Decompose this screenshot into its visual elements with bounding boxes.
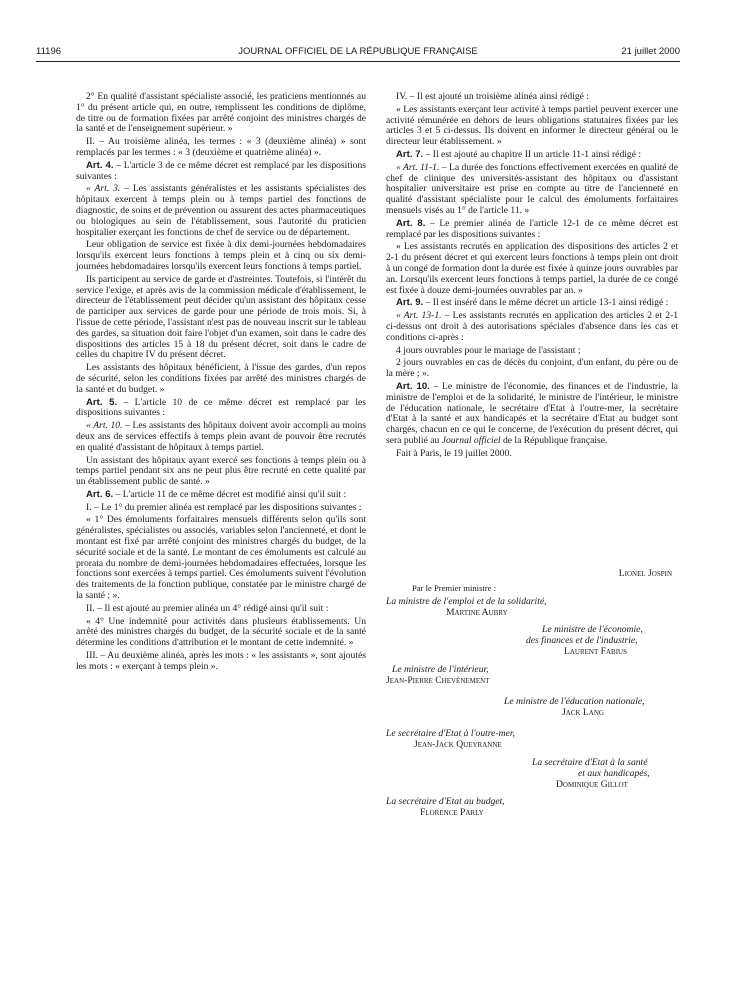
article-6 <box>76 490 366 501</box>
signatory-title: La secrétaire d'Etat à la santé <box>532 757 648 768</box>
article-9 <box>386 298 678 309</box>
signatory-name: Florence Parly <box>420 807 484 818</box>
article-text: – Le premier alinéa de l'article 12-1 de ce même décret est remplacé par les dispositions suivantes : <box>386 217 678 240</box>
paragraph: Leur obligation de service est fixée à dix demi-journées hebdomadaires lorsqu'ils exercent leurs fonctions à temps plein et à cinq ou six demi-journées hebdomadaires lorsqu'ils exercent leurs fonctions à temps partiel. <box>76 239 366 272</box>
paragraph: « Les assistants exerçant leur activité à temps partiel peuvent exercer une activité rémunérée en dehors de leurs obligations statutaires fixées par les articles 3 et 5 ci-dessus. Ils doivent en informer le directeur général ou le directeur leur établissement. » <box>386 103 678 148</box>
article-text: – Le ministre de l'économie, des finances et de l'industrie, la ministre de l'emploi et de la solidarité, le ministre de l'intérieur, le ministre de l'éducation nationale, le secrétaire d'Etat à l'outre-mer, la secrétaire d'Etat à la santé et aux handicapés et la secrétaire d'Etat au budget sont chargés, chacun en ce qui le concerne, de l'exécution du présent décret, qui sera publié au <box>386 380 678 446</box>
header-rule <box>36 61 680 62</box>
signatory-name: Jack Lang <box>562 707 604 718</box>
signature-block <box>386 596 678 618</box>
signature-block <box>386 757 678 790</box>
quoted-article-label: « Art. 13-1. <box>396 310 442 322</box>
paragraph: II. – Au troisième alinéa, les termes : « 3 (deuxième alinéa) » sont remplacés par les termes : « 3 (deuxième et quatrième alinéa) ». <box>76 136 366 158</box>
paragraph: « Les assistants recrutés en application des dispositions des articles 2 et 2-1 du présent décret et qui exercent leurs fonctions à temps plein ont droit à un congé de formation dont la durée est fixée à quinze jours ouvrables par an. Lorsqu'ils exercent leurs fonctions à temps partiel, la durée de ce congé est fixée à douze demi-journées ouvrables par an. » <box>386 241 678 296</box>
page-number: 11196 <box>36 46 62 57</box>
signatory-name: Lionel Jospin <box>618 568 672 579</box>
quoted-article-label: « Art. 11-1. <box>396 161 440 173</box>
article-text: – L'article 11 de ce même décret est modifié ainsi qu'il suit : <box>113 488 347 500</box>
signatory-title: Le secrétaire d'Etat à l'outre-mer, <box>386 728 515 739</box>
signatory-name: Dominique Gillot <box>556 779 628 790</box>
article-8 <box>386 219 678 241</box>
quoted-article-label: « Art. 10. <box>86 420 123 432</box>
signatory-name: Martine Aubry <box>446 607 508 618</box>
signature-block <box>386 728 678 750</box>
signature-block <box>386 664 678 686</box>
article-label: Art. 7. <box>396 148 424 160</box>
article-label: Art. 9. <box>396 297 424 309</box>
paragraph: III. – Au deuxième alinéa, après les mots : « les assistants », sont ajoutés les mots : « exerçant à temps plein ». <box>76 650 366 672</box>
signature-block <box>386 796 678 818</box>
publication-date: 21 juillet 2000 <box>621 46 680 57</box>
right-column <box>386 92 678 462</box>
paragraph <box>76 421 366 453</box>
article-text-end: de la République française. <box>500 434 608 446</box>
signature-block <box>386 624 678 657</box>
quoted-article-text: – La durée des fonctions effectivement exercées en qualité de chef de clinique des universités-assistant des hôpitaux ou d'assistant hospitalier universitaire est prise en compte au titre de l'ancienneté en qualité d'assistant spécialiste pour le calcul des émoluments forfaitaires mensuels visés au 1° de l'article 11. » <box>386 161 678 216</box>
signature-intro: Par le Premier ministre : <box>412 583 497 593</box>
paragraph: I. – Le 1° du premier alinéa est remplacé par les dispositions suivantes : <box>86 501 362 513</box>
paragraph: 4 jours ouvrables pour le mariage de l'assistant ; <box>396 344 581 356</box>
journal-reference: Journal officiel <box>441 434 501 446</box>
quoted-article-text: – Les assistants recrutés en application des articles 2 et 2-1 ci-dessus ont droit à des autorisations spéciales d'absence dans les cas et conditions ci-après : <box>386 310 679 343</box>
paragraph <box>386 311 678 343</box>
signatory-title: La secrétaire d'Etat au budget, <box>386 796 505 807</box>
signatory-title: et aux handicapés, <box>578 768 650 779</box>
signatory-title: des finances et de l'industrie, <box>526 635 638 646</box>
signatory-title: Le ministre de l'économie, <box>542 624 643 635</box>
signatures <box>386 568 678 594</box>
article-label: Art. 8. <box>396 217 426 229</box>
paragraph: 2 jours ouvrables en cas de décès du conjoint, d'un enfant, du père ou de la mère ; ». <box>386 357 678 380</box>
article-7 <box>386 150 678 161</box>
paragraph: Ils participent au service de garde et d'astreintes. Toutefois, si l'intérêt du service l'exige, et après avis de la commission médicale d'établissement, le directeur de l'établissement peut décider qu'un assistant des hôpitaux cesse de participer aux services de garde pour une période de trois mois. Si, à l'issue de cette période, l'assistant n'est pas de nouveau inscrit sur le tableau des gardes, sa situation doit faire l'objet d'un examen, soit dans le cadre des dispositions des articles 15 à 18 du présent décret, soit dans le cadre de celles du chapitre IV du présent décret. <box>76 273 366 361</box>
signatory-name: Jean-Jack Queyranne <box>414 739 502 750</box>
article-4 <box>76 161 366 183</box>
page-header <box>36 46 680 60</box>
quoted-article-label: « Art. 3. <box>86 183 121 195</box>
paragraph: « 4° Une indemnité pour activités dans plusieurs établissements. Un arrêté des ministres chargés du budget, de la sécurité sociale et de la santé détermine les conditions d'attribution et le montant de cette indemnité. » <box>76 615 366 649</box>
journal-title: JOURNAL OFFICIEL DE LA RÉPUBLIQUE FRANÇAISE <box>238 46 478 57</box>
done-at: Fait à Paris, le 19 juillet 2000. <box>396 447 512 459</box>
paragraph: 2° En qualité d'assistant spécialiste associé, les praticiens mentionnés au 1° du présent article qui, en outre, remplissent les conditions de diplôme, de titre ou de formation fixées par arrêté conjoint des ministres chargés de la santé et de l'enseignement supérieur. » <box>76 91 366 135</box>
signature-block <box>386 696 678 718</box>
article-text: – Il est inséré dans le même décret un article 13-1 ainsi rédigé : <box>423 297 669 309</box>
signatory-title: Le ministre de l'éducation nationale, <box>504 696 645 707</box>
article-10 <box>386 382 678 447</box>
article-5 <box>76 398 366 420</box>
quoted-article-text: – Les assistants des hôpitaux doivent avoir accompli au moins deux ans de services effectifs à temps plein avant de pouvoir être recrutés en qualité d'assistant de hôpitaux à temps partiel. <box>76 420 366 453</box>
article-text: – L'article 10 de ce même décret est remplacé par les dispositions suivantes : <box>76 396 366 419</box>
paragraph: Un assistant des hôpitaux ayant exercé ses fonctions à temps plein ou à temps partiel pendant six ans ne peut plus être recruté en cette qualité par un établissement public de santé. » <box>76 454 366 488</box>
signatory-name: Laurent Fabius <box>564 646 627 657</box>
paragraph: II. – Il est ajouté au premier alinéa un 4° rédigé ainsi qu'il suit : <box>86 602 329 614</box>
article-label: Art. 4. <box>86 159 114 171</box>
paragraph <box>76 184 366 238</box>
quoted-article-text: – Les assistants généralistes et les assistants spécialistes des hôpitaux exercent à temps plein ou à temps partiel des fonctions de diagnostic, de soins et de prévention ou assurent des actes pharmaceutiques ou biologiques au sein de l'établissement, sous l'autorité du praticien hospitalier exerçant les fonctions de chef de service ou de département. <box>76 183 366 238</box>
article-label: Art. 6. <box>86 488 114 500</box>
article-text: – Il est ajouté au chapitre II un article 11-1 ainsi rédigé : <box>423 148 642 160</box>
paragraph: IV. – Il est ajouté un troisième alinéa ainsi rédigé : <box>396 91 589 102</box>
left-column <box>76 92 366 675</box>
article-label: Art. 10. <box>396 380 430 392</box>
signatory-name: Jean-Pierre Chevènement <box>386 675 490 686</box>
paragraph <box>386 163 678 217</box>
paragraph: Les assistants des hôpitaux bénéficient, à l'issue des gardes, d'un repos de sécurité, selon les conditions fixées par arrêté des ministres chargés de la santé et du budget. » <box>76 362 366 395</box>
signatory-title: Le ministre de l'intérieur, <box>392 664 489 675</box>
article-text: – L'article 3 de ce même décret est remplacé par les dispositions suivantes : <box>76 159 366 182</box>
signatory-title: La ministre de l'emploi et de la solidarité, <box>386 596 547 607</box>
paragraph: « 1° Des émoluments forfaitaires mensuels différents selon qu'ils sont généralistes, spécialistes ou associés, variables selon l'ancienneté, et dont le montant est fixé par arrêté conjoint des ministres chargés du budget, de la sécurité sociale et de la santé. Le montant de ces émoluments est calculé au prorata du nombre de demi-journées hebdomadaires effectuées, lorsque les fonctions sont exercées à temps partiel. Ces émoluments suivent l'évolution des traitements de la fonction publique, constatée par le ministre chargé de la santé ; ». <box>76 514 367 602</box>
article-label: Art. 5. <box>86 396 118 408</box>
